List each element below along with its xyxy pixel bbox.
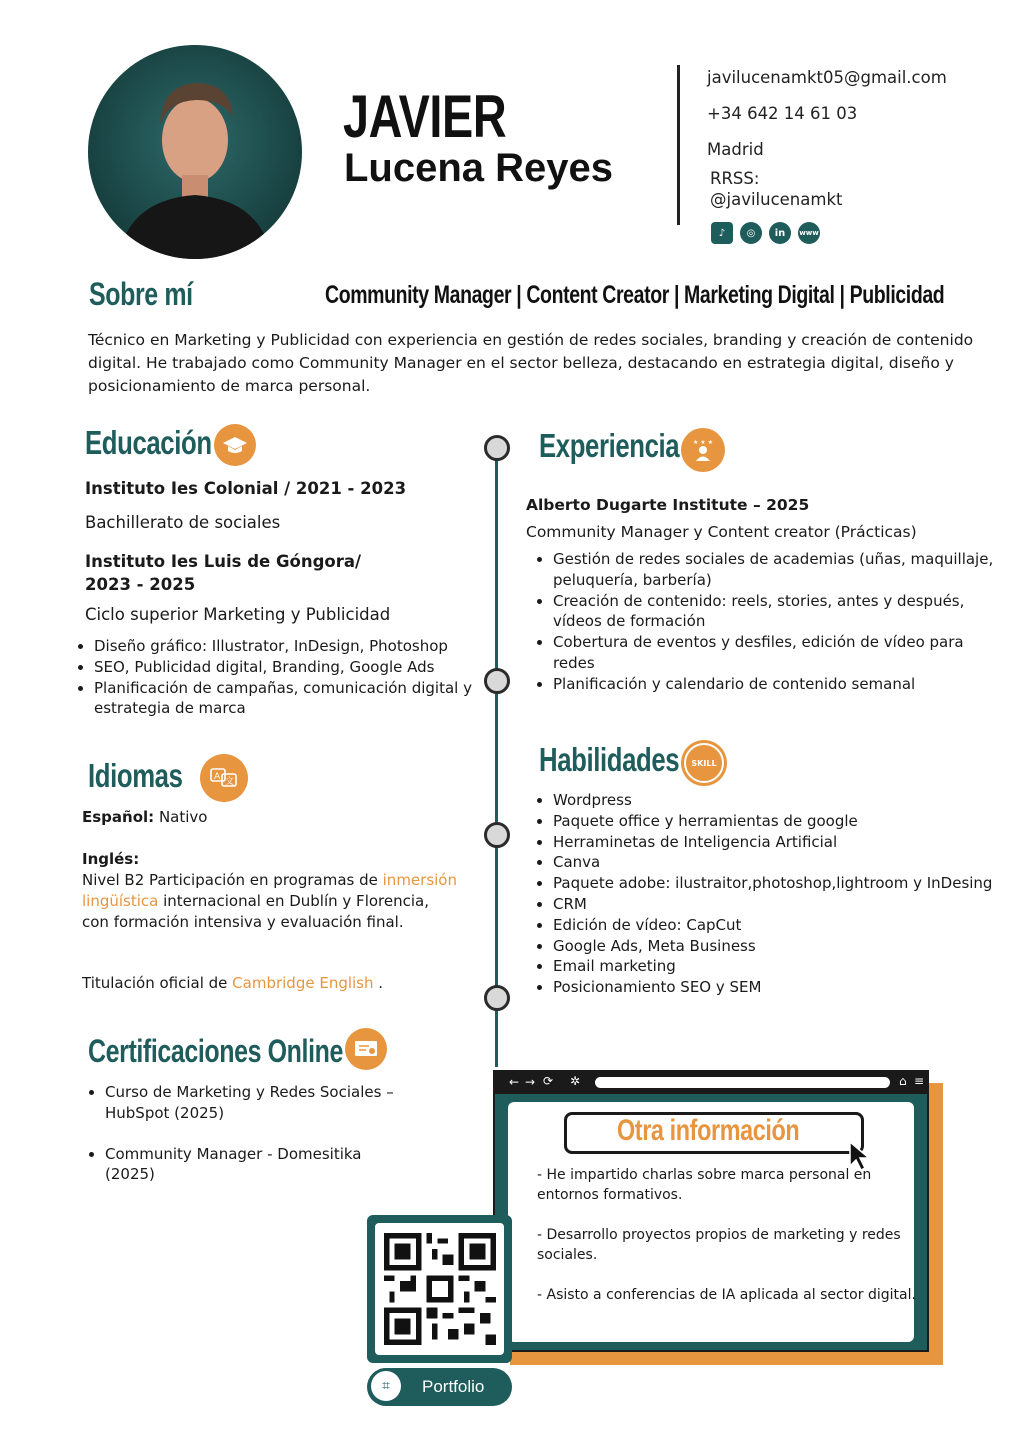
last-name: Lucena Reyes [344,146,614,190]
list-item: • Google Ads, Meta Business [553,936,1024,957]
back-icon[interactable]: ← [509,1075,520,1089]
home-icon[interactable]: ⌂ [899,1074,907,1088]
list-item: • Edición de vídeo: CapCut [553,915,1024,936]
phone[interactable]: +34 642 14 61 03 [707,104,858,123]
english-label: Inglés: [82,850,140,868]
about-text: Técnico en Marketing y Publicidad con experiencia en gestión de redes sociales, branding y creación de contenido digital. He trabajado como Community Manager en el sector belleza, destacando en estrategia digital, diseño y posicionamiento de marca personal. [88,331,974,395]
school-1: Instituto Ies Colonial / 2021 - 2023 [85,479,407,498]
list-item: • Email marketing [553,956,1024,977]
email[interactable]: javilucenamkt05@gmail.com [707,68,947,87]
timeline-dot [484,822,510,848]
other-item-2: - Desarrollo proyectos propios de marketing y redes sociales. [537,1227,901,1263]
skill-badge-text: SKILL [684,743,724,783]
graduation-cap-icon [214,424,256,466]
portfolio-label: Portfolio [422,1377,485,1396]
web-icon[interactable]: www [798,222,820,244]
list-item: • Planificación de campañas, comunicación digital y estrategia de marca [94,678,484,720]
browser-toolbar [495,1072,927,1094]
qr-code-frame[interactable] [367,1215,512,1363]
english-text-b: internacional en Dublín y Florencia, con formación intensiva y evaluación final. [82,891,429,931]
education-title: Educación [85,424,212,461]
settings-icon[interactable]: ✲ [570,1074,581,1088]
list-item: • Gestión de redes sociales de academias (uñas, maquillaje, peluquería, barbería) [553,549,998,591]
list-item: • Wordpress [553,790,1024,811]
timeline-dot [484,668,510,694]
skills-title: Habilidades [539,741,680,778]
first-name: JAVIER [343,83,507,150]
rrss-label: RRSS: [710,169,760,188]
english-text [82,870,457,932]
translate-icon [200,754,248,802]
qr-scan-icon: ⌗ [371,1371,401,1401]
timeline-dot [484,985,510,1011]
cert-link[interactable]: Cambridge English [232,974,374,992]
other-item-1: - He impartido charlas sobre marca personal en entornos formativos. [537,1167,872,1203]
about-title: Sobre mí [89,276,193,312]
languages-title: Idiomas [88,757,183,794]
reload-icon[interactable]: ⟳ [543,1074,554,1088]
list-item: • Planificación y calendario de contenido semanal [553,674,998,695]
timeline-line [495,447,498,1067]
spanish-label: Español: [82,808,155,826]
spanish-line [82,808,207,826]
experience-title: Experiencia [539,427,680,464]
header-divider [677,65,680,225]
rrss-handle[interactable]: @javilucenamkt [710,190,843,209]
star-person-icon [681,428,725,472]
svg-text:A: A [214,772,221,782]
menu-icon[interactable]: ≡ [914,1074,925,1088]
other-title: Otra información [617,1114,800,1147]
tiktok-icon[interactable]: ♪ [711,222,733,244]
experience-company: Alberto Dugarte Institute – 2025 [526,496,810,514]
spanish-value: Nativo [154,808,208,826]
english-link[interactable]: inmersión lingüística [82,871,457,910]
school-2-line-2: 2023 - 2025 [85,575,196,594]
list-item: • Community Manager - Domesitika (2025) [105,1144,375,1186]
list-item: • Paquete adobe: ilustraitor,photoshop,lightroom y InDesing [553,873,1024,894]
portfolio-button[interactable] [367,1368,512,1406]
person-silhouette-icon [88,45,302,259]
cert-text-a: Titulación oficial de [82,974,233,992]
address-bar[interactable] [595,1077,890,1088]
list-item: • Herraminetas de Inteligencia Artificial [553,832,1024,853]
linkedin-icon[interactable]: in [769,222,791,244]
svg-text:★ ★ ★: ★ ★ ★ [693,439,713,446]
skills-list [535,790,1024,998]
list-item: • Cobertura de eventos y desfiles, edición de vídeo para redes [553,632,998,674]
degree-2: Ciclo superior Marketing y Publicidad [85,605,391,624]
list-item: • Posicionamiento SEO y SEM [553,977,1024,998]
list-item: • Diseño gráfico: Illustrator, InDesign, Photoshop [94,636,484,657]
qr-code-icon [384,1233,496,1345]
cert-line [82,974,383,992]
profile-photo [88,45,302,259]
svg-text:文: 文 [225,777,235,787]
certifications-list [87,1082,425,1185]
certifications-title: Certificaciones Online [88,1033,343,1069]
list-item: • CRM [553,894,1024,915]
certificate-icon [345,1028,387,1070]
instagram-icon[interactable]: ◎ [740,222,762,244]
education-bullets [76,636,484,719]
english-text-a: Nivel B2 Participación en programas de [82,871,383,889]
list-item: • SEO, Publicidad digital, Branding, Google Ads [94,657,484,678]
degree-1: Bachillerato de sociales [85,513,281,532]
cert-text-b: . [373,974,384,992]
timeline-dot [484,435,510,461]
skill-badge-icon [681,740,727,786]
experience-role: Community Manager y Content creator (Prácticas) [526,523,917,541]
list-item: • Canva [553,852,1024,873]
list-item: • Paquete office y herramientas de google [553,811,1024,832]
school-2-line-1: Instituto Ies Luis de Góngora/ [85,552,362,571]
other-item-3: - Asisto a conferencias de IA aplicada al sector digital. [537,1287,916,1303]
list-item: • Creación de contenido: reels, stories, antes y después, vídeos de formación [553,591,998,633]
city: Madrid [707,140,764,159]
experience-bullets [535,549,998,695]
list-item: • Curso de Marketing y Redes Sociales – HubSpot (2025) [105,1082,425,1124]
about-tagline: Community Manager | Content Creator | Marketing Digital | Publicidad [325,281,945,309]
forward-icon[interactable]: → [525,1075,536,1089]
